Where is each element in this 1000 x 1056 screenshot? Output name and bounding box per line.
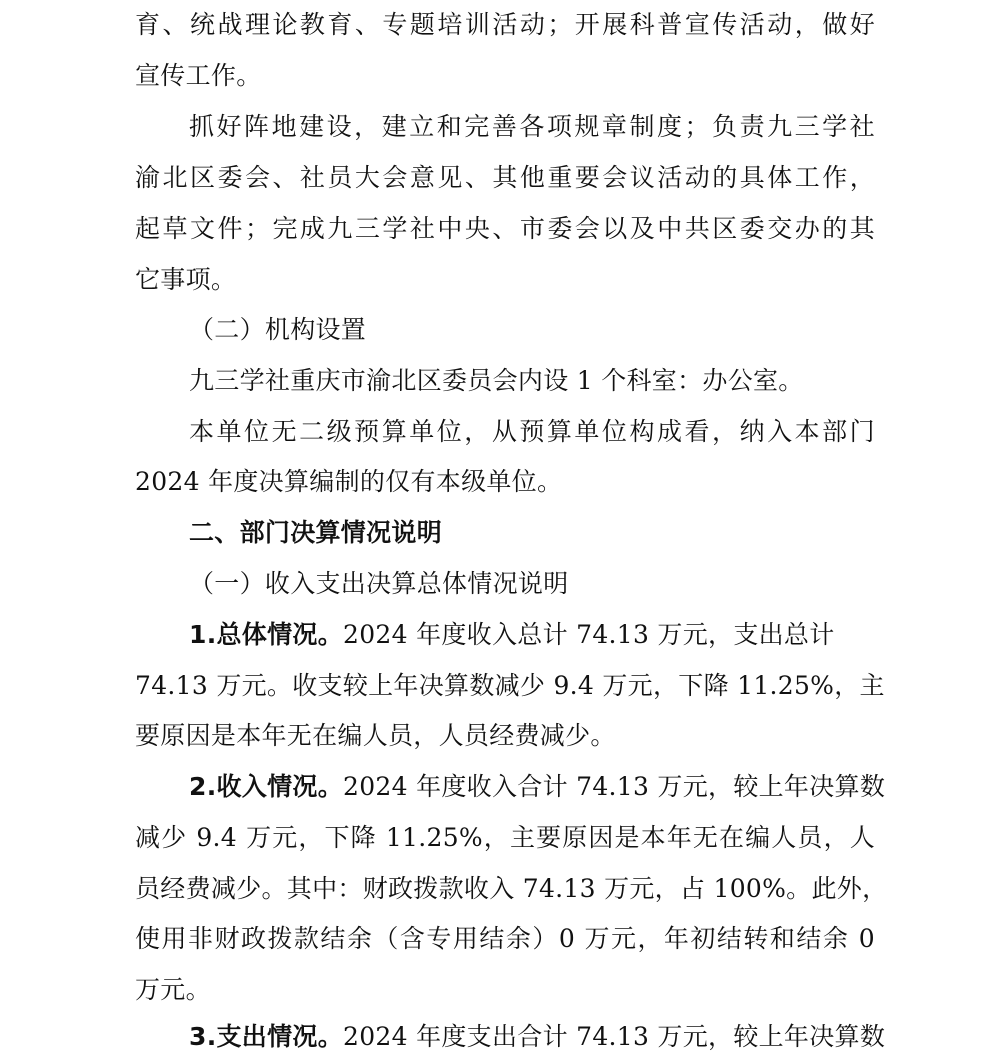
item-text: 2024 年度收入总计 74.13 万元，支出总计 <box>343 620 835 649</box>
text-line: 使用非财政拨款结余（含专用结余）0 万元，年初结转和结余 0 <box>135 924 875 953</box>
item-text: 2024 年度支出合计 74.13 万元，较上年决算数 <box>343 1022 886 1051</box>
text-line: 它事项。 <box>135 265 237 294</box>
text-line: 74.13 万元。收支较上年决算数减少 9.4 万元，下降 11.25%，主 <box>135 671 885 700</box>
paragraph-first-line: 九三学社重庆市渝北区委员会内设 1 个科室：办公室。 <box>189 366 804 395</box>
paragraph-first-line <box>189 772 886 802</box>
paragraph-first-line <box>189 620 875 650</box>
text-line: 员经费减少。其中：财政拨款收入 74.13 万元，占 100%。此外， <box>135 874 888 903</box>
text-line: 渝北区委会、社员大会意见、其他重要会议活动的具体工作， <box>135 163 875 192</box>
text-line: 减少 9.4 万元，下降 11.25%，主要原因是本年无在编人员，人 <box>135 823 875 852</box>
text-line: 起草文件；完成九三学社中央、市委会以及中共区委交办的其 <box>135 214 875 243</box>
text-line: 要原因是本年无在编人员，人员经费减少。 <box>135 721 616 750</box>
subsection-heading: （二）机构设置 <box>189 315 367 344</box>
paragraph-first-line: 本单位无二级预算单位，从预算单位构成看，纳入本部门 <box>189 417 875 446</box>
item-heading: 1.总体情况。 <box>189 620 343 649</box>
item-heading: 3.支出情况。 <box>189 1022 343 1051</box>
text-line: 育、统战理论教育、专题培训活动；开展科普宣传活动，做好 <box>135 10 875 39</box>
text-line: 2024 年度决算编制的仅有本级单位。 <box>135 467 563 496</box>
item-text: 2024 年度收入合计 74.13 万元，较上年决算数 <box>343 772 886 801</box>
text-line: 宣传工作。 <box>135 61 262 90</box>
section-heading: 二、部门决算情况说明 <box>189 518 443 547</box>
item-heading: 2.收入情况。 <box>189 772 343 801</box>
paragraph-first-line: 抓好阵地建设，建立和完善各项规章制度；负责九三学社 <box>189 112 875 141</box>
subsection-heading: （一）收入支出决算总体情况说明 <box>189 569 569 598</box>
text-line: 万元。 <box>135 975 211 1004</box>
paragraph-first-line <box>189 1022 886 1052</box>
